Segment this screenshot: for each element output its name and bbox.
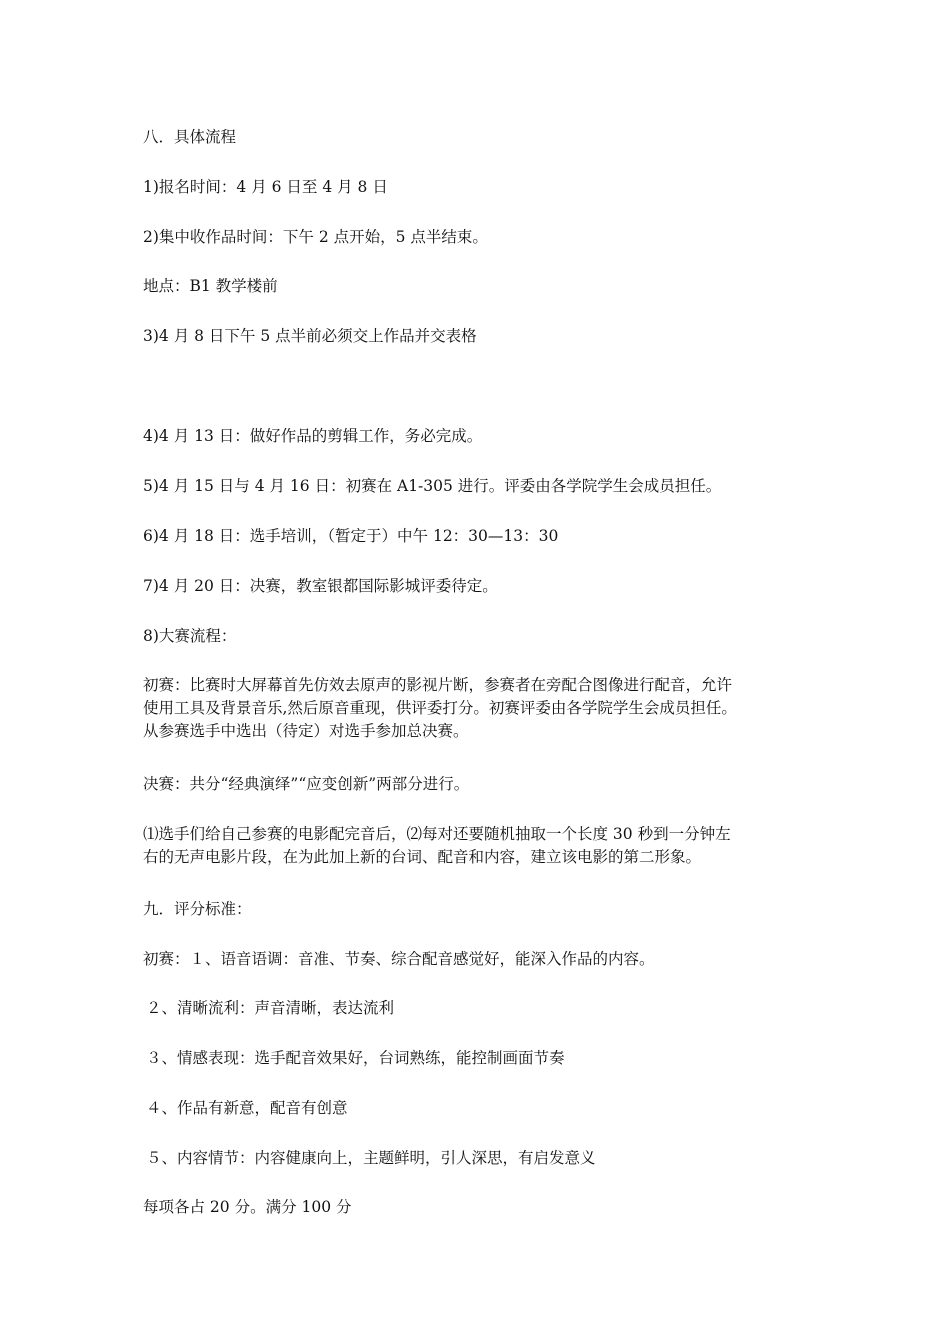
section-9-heading: 九．评分标准： — [143, 900, 252, 918]
preliminary-description — [143, 674, 823, 743]
criteria-1: 初赛：１、语音语调：音准、节奏、综合配音感觉好，能深入作品的内容。 — [143, 950, 655, 968]
criteria-3: ３、情感表现：选手配音效果好，台词熟练，能控制画面节奏 — [146, 1049, 565, 1067]
criteria-4: ４、作品有新意，配音有创意 — [146, 1099, 348, 1117]
section-8-heading: 八．具体流程 — [143, 128, 237, 146]
final-description: 决赛：共分“经典演绎”“应变创新”两部分进行。 — [143, 775, 470, 793]
final-detail-line: ⑴选手们给自己参赛的电影配完音后，⑵每对还要随机抽取一个长度 30 秒到一分钟左 — [143, 825, 731, 843]
preliminary-line: 从参赛选手中选出（待定）对选手参加总决赛。 — [143, 722, 469, 740]
submission-deadline: 3)4 月 8 日下午 5 点半前必须交上作品并交表格 — [143, 327, 477, 345]
final-detail-line: 右的无声电影片段，在为此加上新的台词、配音和内容，建立该电影的第二形象。 — [143, 848, 702, 866]
training-date: 6)4 月 18 日：选手培训，（暂定于）中午 12：30—13：30 — [143, 527, 559, 545]
preliminary-line: 使用工具及背景音乐,然后原音重现，供评委打分。初赛评委由各学院学生会成员担任。 — [143, 699, 737, 717]
location: 地点：B1 教学楼前 — [143, 277, 278, 295]
preliminary-date: 5)4 月 15 日与 4 月 16 日：初赛在 A1-305 进行。评委由各学院学生会成员担任。 — [143, 477, 722, 495]
editing-date: 4)4 月 13 日：做好作品的剪辑工作，务必完成。 — [143, 427, 483, 445]
score-note: 每项各占 20 分。满分 100 分 — [143, 1198, 352, 1216]
preliminary-line: 初赛：比赛时大屏幕首先仿效去原声的影视片断，参赛者在旁配合图像进行配音，允许 — [143, 676, 733, 694]
collection-time: 2)集中收作品时间：下午 2 点开始，5 点半结束。 — [143, 228, 488, 246]
final-date: 7)4 月 20 日：决赛，教室银都国际影城评委待定。 — [143, 577, 498, 595]
contest-process-heading: 8)大赛流程： — [143, 627, 237, 645]
registration-time: 1)报名时间：4 月 6 日至 4 月 8 日 — [143, 178, 388, 196]
criteria-2: ２、清晰流利：声音清晰，表达流利 — [146, 999, 395, 1017]
criteria-5: ５、内容情节：内容健康向上，主题鲜明，引人深思，有启发意义 — [146, 1149, 596, 1167]
final-detail — [143, 823, 823, 869]
